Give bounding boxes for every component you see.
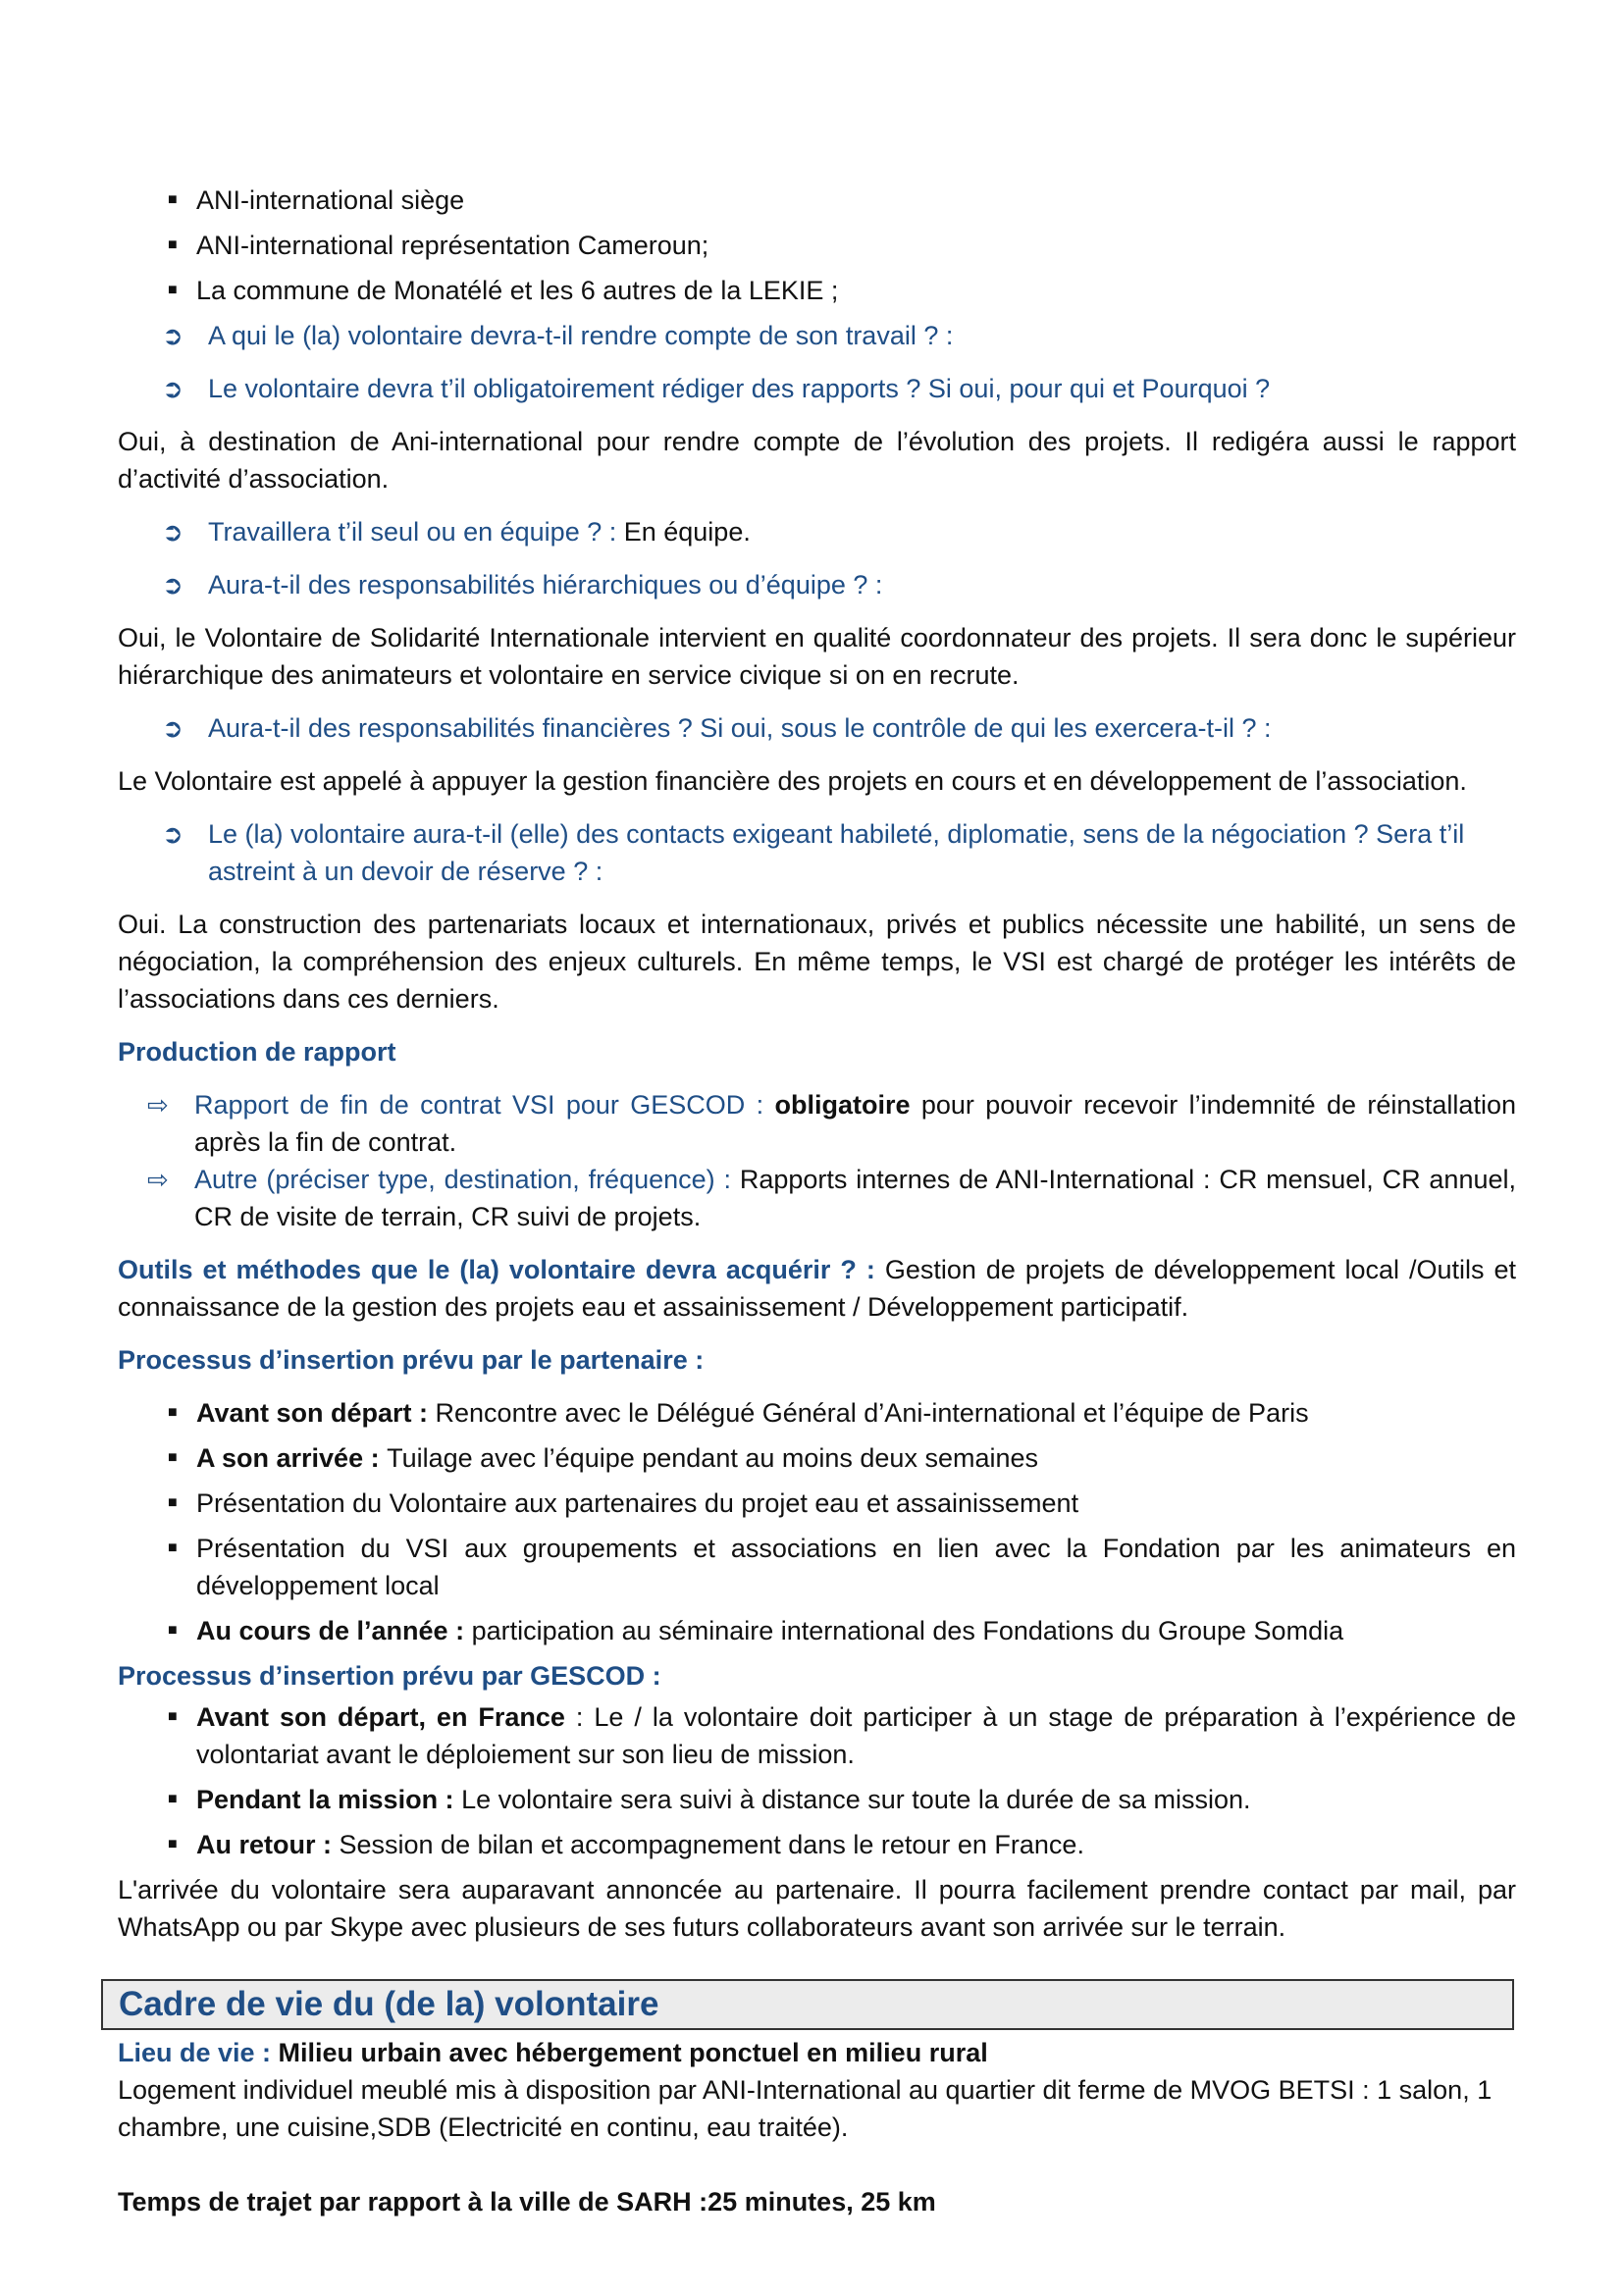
- question-team: ➲ Travaillera t’il seul ou en équipe ? : En équipe.: [118, 513, 1516, 550]
- hollow-arrow-icon: ⇨: [147, 1090, 169, 1120]
- trajet-line: Temps de trajet par rapport à la ville de SARH :25 minutes, 25 km: [118, 2187, 936, 2217]
- square-bullet-icon: ■: [168, 1404, 178, 1421]
- square-bullet-icon: ■: [168, 1449, 178, 1466]
- square-bullet-icon: ■: [168, 1791, 178, 1807]
- document-page: [118, 182, 1516, 2220]
- square-bullet-icon: ■: [168, 236, 178, 253]
- hollow-arrow-icon: ⇨: [147, 1165, 169, 1194]
- square-bullet-icon: ■: [168, 1708, 178, 1725]
- list-item: ■ La commune de Monatélé et les 6 autres de la LEKIE ;: [118, 272, 1516, 309]
- answer-contacts: Oui. La construction des partenariats locaux et internationaux, privés et publics nécessite une habilité, un sens de négociation, la compréhension des enjeux culturels. En même temps, le VSI est chargé de protéger les intérêts de l’associations dans ces derniers.: [118, 910, 1516, 1014]
- list-item: ■ Au retour : Session de bilan et accompagnement dans le retour en France.: [118, 1826, 1516, 1863]
- gescod-process-heading: Processus d’insertion prévu par GESCOD :: [118, 1661, 661, 1691]
- square-bullet-icon: ■: [168, 1622, 178, 1639]
- arrival-paragraph: L'arrivée du volontaire sera auparavant annoncée au partenaire. Il pourra facilement prendre contact par mail, par WhatsApp ou par Skype avec plusieurs de ses futurs collaborateurs avant son arrivée sur le terrain.: [118, 1875, 1516, 1942]
- list-item: ■ Pendant la mission : Le volontaire sera suivi à distance sur toute la durée de sa mission.: [118, 1781, 1516, 1818]
- square-bullet-icon: ■: [168, 191, 178, 208]
- arrow-right-icon: ➲: [162, 570, 183, 600]
- answer-reports: Oui, à destination de Ani-international pour rendre compte de l’évolution des projets. Il redigéra aussi le rapport d’activité d’association.: [118, 427, 1516, 494]
- answer-hierarchy: Oui, le Volontaire de Solidarité Internationale intervient en qualité coordonnateur des projets. Il sera donc le supérieur hiérarchique des animateurs et volontaire en service civique si on en recrute.: [118, 623, 1516, 690]
- list-item: ■ Présentation du VSI aux groupements et associations en lien avec la Fondation par les animateurs en développement local: [118, 1530, 1516, 1604]
- square-bullet-icon: ■: [168, 1494, 178, 1511]
- production-item-other: ⇨ Autre (préciser type, destination, fréquence) : Rapports internes de ANI-International : CR mensuel, CR annuel, CR de visite de terrain, CR suivi de projets.: [118, 1161, 1516, 1235]
- arrow-right-icon: ➲: [162, 321, 183, 350]
- question-hierarchy: ➲ Aura-t-il des responsabilités hiérarchiques ou d’équipe ? :: [118, 566, 1516, 603]
- arrow-right-icon: ➲: [162, 713, 183, 743]
- list-item: ■ Présentation du Volontaire aux partenaires du projet eau et assainissement: [118, 1485, 1516, 1522]
- logement-paragraph: Logement individuel meublé mis à disposition par ANI-International au quartier dit ferme de MVOG BETSI : 1 salon, 1 chambre, une cuisine,SDB (Electricité en continu, eau traitée).: [118, 2075, 1493, 2142]
- list-item: ■ ANI-international représentation Cameroun;: [118, 227, 1516, 264]
- partner-process-list: [118, 1394, 1516, 1649]
- arrow-right-icon: ➲: [162, 374, 183, 403]
- question-contacts: ➲ Le (la) volontaire aura-t-il (elle) des contacts exigeant habileté, diplomatie, sens de la négociation ? Sera t’il astreint à un devoir de réserve ? :: [118, 815, 1516, 890]
- square-bullet-icon: ■: [168, 282, 178, 298]
- question-financial: ➲ Aura-t-il des responsabilités financières ? Si oui, sous le contrôle de qui les exercera-t-il ? :: [118, 709, 1516, 747]
- question-report-to: ➲ A qui le (la) volontaire devra-t-il rendre compte de son travail ? :: [118, 317, 1516, 354]
- square-bullet-icon: ■: [168, 1539, 178, 1556]
- section-header-box: [101, 1979, 1514, 2030]
- question-reports: ➲ Le volontaire devra t’il obligatoirement rédiger des rapports ? Si oui, pour qui et Pourquoi ?: [118, 370, 1516, 407]
- contacts-list: [118, 182, 1516, 309]
- partner-process-heading: Processus d’insertion prévu par le partenaire :: [118, 1345, 705, 1375]
- list-item: ■ Avant son départ, en France : Le / la volontaire doit participer à un stage de préparation à l’expérience de volontariat avant le déploiement sur son lieu de mission.: [118, 1698, 1516, 1773]
- section-title: Cadre de vie du (de la) volontaire: [119, 1985, 659, 2023]
- lieu-de-vie-line: Lieu de vie : Milieu urbain avec hébergement ponctuel en milieu rural: [118, 2038, 988, 2067]
- production-heading: Production de rapport: [118, 1037, 396, 1067]
- gescod-process-list: [118, 1698, 1516, 1863]
- list-item: ■ Avant son départ : Rencontre avec le Délégué Général d’Ani-international et l’équipe de Paris: [118, 1394, 1516, 1432]
- arrow-right-icon: ➲: [162, 517, 183, 547]
- list-item: ■ A son arrivée : Tuilage avec l’équipe pendant au moins deux semaines: [118, 1439, 1516, 1477]
- production-item-final-report: ⇨ Rapport de fin de contrat VSI pour GESCOD : obligatoire pour pouvoir recevoir l’indemnité de réinstallation après la fin de contrat.: [118, 1086, 1516, 1161]
- list-item: ■ ANI-international siège: [118, 182, 1516, 219]
- answer-financial: Le Volontaire est appelé à appuyer la gestion financière des projets en cours et en développement de l’association.: [118, 766, 1467, 796]
- arrow-right-icon: ➲: [162, 819, 183, 849]
- tools-paragraph: Outils et méthodes que le (la) volontaire devra acquérir ? : Gestion de projets de développement local /Outils et connaissance de la gestion des projets eau et assainissement / Développement participatif.: [118, 1255, 1516, 1322]
- square-bullet-icon: ■: [168, 1836, 178, 1852]
- list-item: ■ Au cours de l’année : participation au séminaire international des Fondations du Groupe Somdia: [118, 1612, 1516, 1649]
